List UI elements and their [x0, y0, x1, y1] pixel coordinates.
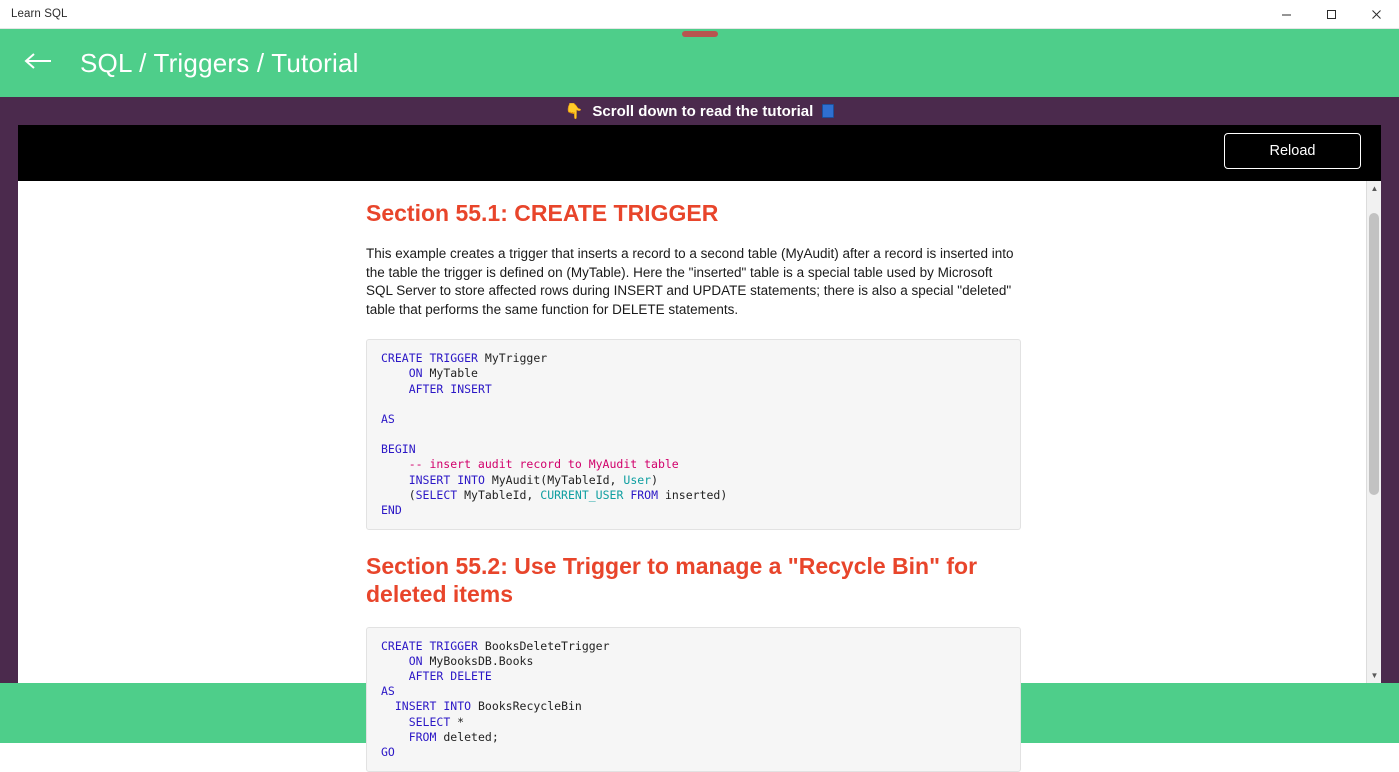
scroll-hint-banner [0, 97, 1399, 125]
blue-book-icon [822, 104, 834, 118]
code-block-55-1: CREATE TRIGGER MyTrigger ON MyTable AFTER INSERT AS BEGIN -- insert audit record to MyAudit table INSERT INTO MyAudit(MyTableId, User) (SELECT MyTableId, CURRENT_USER FROM inserted) END [366, 339, 1021, 530]
app-header [0, 29, 1399, 97]
minimize-icon [1281, 9, 1292, 20]
maximize-button[interactable] [1309, 0, 1354, 29]
section-title-55-1: Section 55.1: CREATE TRIGGER [366, 200, 719, 226]
window-controls [1264, 0, 1399, 29]
drag-handle[interactable] [682, 31, 718, 37]
page-title: SQL / Triggers / Tutorial [80, 47, 359, 78]
back-button[interactable] [22, 46, 56, 80]
maximize-icon [1326, 9, 1337, 20]
window-title: Learn SQL [11, 8, 68, 20]
content-wrapper [0, 125, 1399, 759]
section-paragraph-55-1: This example creates a trigger that inserts a record to a second table (MyAudit) after a record is inserted into the table the trigger is defined on (MyTable). Here the "inserted" table is a special table used by Microsoft SQL Server to store affected rows during INSERT and UPDATE statements; there is also a special "deleted" table that performs the same function for DELETE statements. [366, 246, 1014, 317]
back-arrow-icon [24, 51, 54, 76]
scroll-down-arrow-icon[interactable]: ▼ [1370, 671, 1379, 680]
document-scrollbar[interactable] [1366, 181, 1381, 683]
minimize-button[interactable] [1264, 0, 1309, 29]
reload-button[interactable]: Reload [1224, 133, 1361, 169]
browser-frame [18, 125, 1381, 759]
document-column [366, 199, 1021, 772]
scroll-hint-text: Scroll down to read the tutorial [592, 102, 814, 120]
close-button[interactable] [1354, 0, 1399, 29]
scroll-up-arrow-icon[interactable]: ▲ [1370, 184, 1379, 193]
code-block-55-2: CREATE TRIGGER BooksDeleteTrigger ON MyBooksDB.Books AFTER DELETE AS INSERT INTO BooksRecycleBin SELECT * FROM deleted; GO [366, 627, 1021, 772]
section-title-55-2: Section 55.2: Use Trigger to manage a "Recycle Bin" for deleted items [366, 553, 978, 608]
tutorial-document[interactable] [18, 181, 1381, 759]
close-icon [1371, 9, 1382, 20]
frame-toolbar [18, 125, 1381, 181]
pointing-down-icon: 👇 [564, 103, 584, 120]
document-page [18, 181, 1055, 759]
scrollbar-thumb[interactable] [1369, 213, 1379, 495]
window-titlebar [0, 0, 1399, 29]
